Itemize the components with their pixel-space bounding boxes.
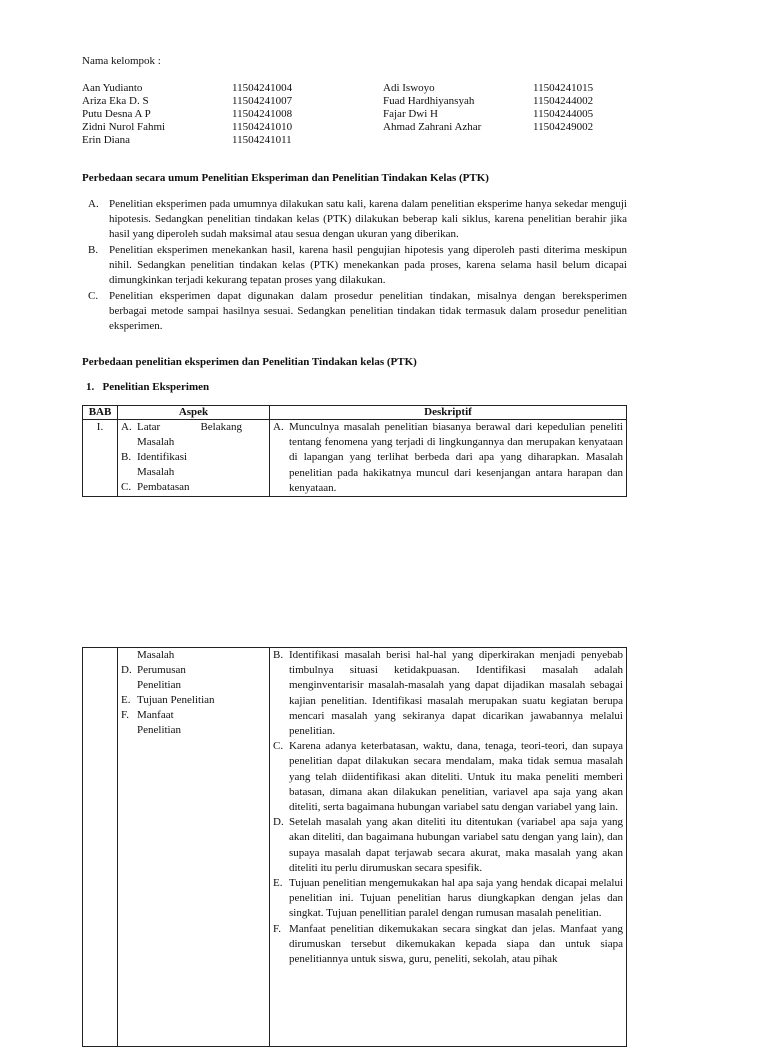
member-name: Erin Diana [82, 134, 130, 146]
list-item-text: Penelitian eksperimen pada umumnya dilakukan satu kali, karena dalam penelitian eksperime hanya sekedar menguji hipotesis. Sedangkan penelitian tindakan kelas (PTK) dilakukan beberap kali siklus, karena penelitian berahir jika hasil yang diperoleh sudah maksimal atau sesua dengan ukuran yang diberikan. [109, 198, 627, 240]
aspek-item [121, 450, 266, 480]
member-nim: 11504241008 [232, 108, 293, 120]
list-item-text: Penelitian eksperimen dapat digunakan dalam prosedur penelitian tindakan, misalnya dengan bereksperimen berbagai metode sampai hasilnya sesuai. Sedangkan penelitian tindakan tidak termasuk dalam prosedur penelitian eksperimen. [109, 290, 627, 332]
deskriptif-item [273, 648, 623, 739]
aspek-item-label: D. [121, 664, 132, 676]
member-name: Adi Iswoyo [383, 82, 435, 94]
deskriptif-item-label: D. [273, 816, 284, 829]
aspek-item-label: C. [121, 481, 132, 493]
member-nim: 11504241011 [232, 134, 292, 146]
aspek-item-text: Perumusan Penelitian [137, 664, 186, 691]
list-item [82, 197, 627, 242]
aspek-item [121, 693, 266, 708]
member-name: Putu Desna A P [82, 108, 151, 120]
deskriptif-item [273, 739, 623, 815]
aspek-item-text: Latar Belakang Masalah [137, 421, 242, 448]
table-header-row [83, 406, 627, 420]
deskriptif-item [273, 876, 623, 922]
member-name: Zidni Nurol Fahmi [82, 121, 166, 133]
deskriptif-item [273, 815, 623, 876]
list-item-label: B. [88, 244, 99, 256]
deskriptif-item-label: E. [273, 877, 283, 890]
member-nim: 11504241004 [232, 82, 293, 94]
section-heading: Perbedaan penelitian eksperimen dan Penelitian Tindakan kelas (PTK) [82, 356, 417, 368]
aspek-cell [118, 648, 270, 1047]
deskriptif-item-label: A. [273, 421, 284, 433]
member-nim: 11504241007 [232, 95, 293, 107]
header-bab: BAB [83, 406, 118, 420]
deskriptif-cell [270, 648, 627, 1047]
section-heading: Perbedaan secara umum Penelitian Eksperiman dan Penelitian Tindakan Kelas (PTK) [82, 172, 489, 184]
table-row [83, 648, 627, 1047]
table-row [83, 420, 627, 497]
header-aspek: Aspek [118, 406, 270, 420]
comparison-table-part2 [82, 647, 627, 1047]
aspek-item [121, 480, 266, 495]
member-nim: 11504244005 [533, 108, 594, 120]
member-row [82, 95, 642, 108]
member-name: Fajar Dwi H [383, 108, 438, 120]
aspek-item-label: F. [121, 709, 129, 721]
aspek-item [121, 420, 266, 450]
member-nim: 11504241010 [232, 121, 293, 133]
deskriptif-item-label: B. [273, 649, 284, 661]
subsection-heading: 1. Penelitian Eksperimen [86, 381, 210, 393]
header-deskriptif: Deskriptif [270, 406, 627, 420]
member-row [82, 108, 642, 121]
member-name: Ariza Eka D. S [82, 95, 149, 107]
member-nim: 11504241015 [533, 82, 594, 94]
comparison-table-part1 [82, 405, 627, 497]
member-row [82, 134, 642, 147]
member-row [82, 82, 642, 95]
list-item [82, 243, 627, 288]
member-name: Ahmad Zahrani Azhar [383, 121, 482, 133]
aspek-continuation: Masalah [137, 649, 175, 661]
aspek-item-label: B. [121, 451, 132, 463]
aspek-item-text: Manfaat Penelitian [137, 709, 181, 736]
member-row [82, 121, 642, 134]
deskriptif-item-text: Identifikasi masalah berisi hal-hal yang diperkirakan menjadi penyebab timbulnya situasi ketidakpuasan. Identifikasi masalah adalah menginventarisir masalah-masalah yang dapat dijadikan masalah sebagai kajian penelitian. Identifikasi masalah merupakan suatu kegiatan berupa mencari masalah yang sekiranya dapat dicarikan jawabannya melalui penelitian. [289, 649, 623, 738]
aspek-item-text: Pembatasan [137, 481, 190, 493]
list-item-label: C. [88, 290, 99, 302]
deskriptif-item [273, 420, 623, 496]
deskriptif-item-text: Manfaat penelitian dikemukakan secara singkat dan jelas. Manfaat yang dirumuskan tersebut dikemukakan kepada siapa dan untuk siapa penelitiannya untuk siswa, guru, peneliti, sekolah, atau pihak [289, 922, 623, 966]
deskriptif-item-text: Tujuan penelitian mengemukakan hal apa saja yang hendak dicapai melalui penelitian ini. Tujuan penelitian harus diungkapkan dengan jelas dan singkat. Tujuan penellitian paralel dengan rumusan masalah penelitian. [289, 877, 623, 920]
member-list [82, 82, 642, 147]
difference-list [82, 197, 627, 335]
aspek-item-label: A. [121, 421, 132, 433]
deskriptif-item-label: C. [273, 740, 284, 753]
deskriptif-item-text: Setelah masalah yang akan diteliti itu ditentukan (variabel apa saja yang akan diteliti, dan bagaimana hubungan variabel satu dengan yang lain), dan supaya masalah dapat terjawab secara akurat, maka masalah yang akan diteliti itu perlu dirumuskan secara spesifik. [289, 816, 623, 874]
aspek-cell [118, 420, 270, 497]
aspek-item-label: E. [121, 694, 131, 706]
bab-cell: I. [83, 420, 118, 497]
member-name: Fuad Hardhiyansyah [383, 95, 475, 107]
aspek-item [121, 663, 266, 693]
deskriptif-item-text: Munculnya masalah penelitian biasanya berawal dari kepedulian peneliti tentang fenomena yang terjadi di lingkungannya dan merupakan kenyataan di lapangan yang terlihat berbeda dari apa yang diharapkan. Masalah penelitian pada hakikatnya muncul dari kesenjangan antara harapan dan kenyataan. [289, 421, 623, 494]
member-name: Aan Yudianto [82, 82, 143, 94]
member-nim: 11504249002 [533, 121, 594, 133]
deskriptif-cell [270, 420, 627, 497]
member-nim: 11504244002 [533, 95, 594, 107]
list-item-text: Penelitian eksperimen menekankan hasil, karena hasil pengujian hipotesis yang diperoleh pasti diterima meskipun nihil. Sedangkan penelitian tindakan kelas (PTK) menekankan pada proses, karena selama hasil belum dicapai dimungkinkan terjadi kekurang tepatan proses yang dilakukan. [109, 244, 627, 286]
aspek-item-text: Tujuan Penelitian [137, 694, 215, 706]
deskriptif-item [273, 922, 623, 968]
group-label: Nama kelompok : [82, 55, 161, 67]
aspek-item [121, 708, 266, 738]
aspek-item-text: Identifikasi Masalah [137, 451, 188, 478]
list-item-label: A. [88, 198, 99, 210]
deskriptif-item-text: Karena adanya keterbatasan, waktu, dana, tenaga, teori-teori, dan supaya penelitian dapat dilakukan secara mendalam, maka tidak semua masalah yang telah diidentifikasi akan diteliti. Untuk itu maka peneliti memberi batasan, dimana akan dilakukan penelitian, variavel apa saja yang akan diteliti, serta bagaimana hubungan variabel satu dengan variabel yang lain. [289, 740, 623, 814]
deskriptif-item-label: F. [273, 922, 281, 935]
list-item [82, 289, 627, 334]
bab-cell [83, 648, 118, 1047]
